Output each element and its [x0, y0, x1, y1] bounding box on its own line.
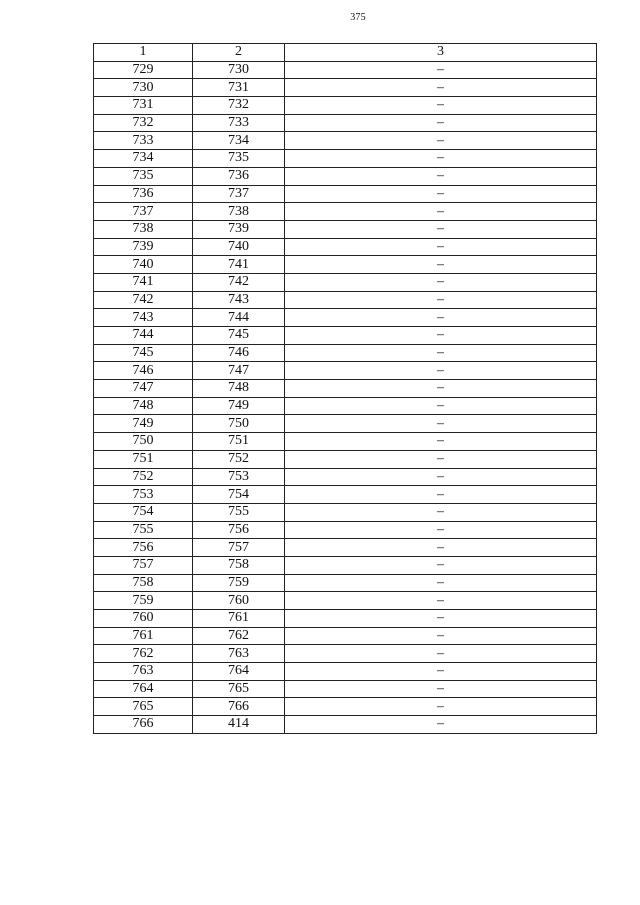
table-cell-col-3: –	[285, 433, 597, 451]
table-cell-col-1: 730	[94, 79, 193, 97]
table-cell-col-3: –	[285, 680, 597, 698]
table-row	[94, 627, 597, 645]
table-cell-col-3: –	[285, 185, 597, 203]
table-row	[94, 680, 597, 698]
table-cell-col-3: –	[285, 556, 597, 574]
table-row	[94, 716, 597, 734]
table-row	[94, 97, 597, 115]
table-cell-col-3: –	[285, 114, 597, 132]
table-cell-col-1: 757	[94, 556, 193, 574]
table-cell-col-2: 739	[193, 220, 285, 238]
table-cell-col-1: 747	[94, 380, 193, 398]
table-body	[94, 61, 597, 733]
table-cell-col-1: 738	[94, 220, 193, 238]
table-cell-col-3: –	[285, 167, 597, 185]
table-cell-col-1: 736	[94, 185, 193, 203]
table-cell-col-2: 730	[193, 61, 285, 79]
table-row	[94, 309, 597, 327]
table-cell-col-3: –	[285, 132, 597, 150]
table-row	[94, 468, 597, 486]
table-cell-col-1: 754	[94, 503, 193, 521]
table-cell-col-3: –	[285, 716, 597, 734]
table-cell-col-2: 765	[193, 680, 285, 698]
table-cell-col-2: 766	[193, 698, 285, 716]
table-row	[94, 344, 597, 362]
table-row	[94, 450, 597, 468]
table-cell-col-3: –	[285, 220, 597, 238]
table-cell-col-2: 731	[193, 79, 285, 97]
table-row	[94, 521, 597, 539]
table-cell-col-1: 744	[94, 327, 193, 345]
table-cell-col-1: 745	[94, 344, 193, 362]
table-cell-col-3: –	[285, 627, 597, 645]
table-cell-col-2: 763	[193, 645, 285, 663]
table-cell-col-1: 762	[94, 645, 193, 663]
table-cell-col-1: 760	[94, 610, 193, 628]
table-row	[94, 556, 597, 574]
table-row	[94, 362, 597, 380]
table-row	[94, 663, 597, 681]
table-row	[94, 114, 597, 132]
table-cell-col-2: 753	[193, 468, 285, 486]
table-cell-col-1: 763	[94, 663, 193, 681]
table-cell-col-2: 734	[193, 132, 285, 150]
table-cell-col-2: 756	[193, 521, 285, 539]
page-number: 375	[350, 12, 366, 23]
table-cell-col-3: –	[285, 468, 597, 486]
table-cell-col-2: 758	[193, 556, 285, 574]
table-cell-col-1: 753	[94, 486, 193, 504]
table-cell-col-3: –	[285, 380, 597, 398]
table-cell-col-2: 750	[193, 415, 285, 433]
table-cell-col-2: 738	[193, 203, 285, 221]
column-header-1: 1	[94, 44, 193, 62]
table-cell-col-1: 742	[94, 291, 193, 309]
table-row	[94, 610, 597, 628]
table-cell-col-2: 744	[193, 309, 285, 327]
table-cell-col-1: 756	[94, 539, 193, 557]
table-cell-col-1: 739	[94, 238, 193, 256]
table-cell-col-3: –	[285, 486, 597, 504]
table-row	[94, 486, 597, 504]
table-cell-col-1: 752	[94, 468, 193, 486]
table-cell-col-1: 759	[94, 592, 193, 610]
table-cell-col-3: –	[285, 592, 597, 610]
table-row	[94, 167, 597, 185]
table-cell-col-3: –	[285, 344, 597, 362]
table-cell-col-2: 754	[193, 486, 285, 504]
table-cell-col-2: 747	[193, 362, 285, 380]
table-cell-col-1: 766	[94, 716, 193, 734]
table-row	[94, 415, 597, 433]
table-row	[94, 220, 597, 238]
table-cell-col-1: 749	[94, 415, 193, 433]
table-cell-col-2: 735	[193, 150, 285, 168]
table-cell-col-2: 743	[193, 291, 285, 309]
table-cell-col-3: –	[285, 238, 597, 256]
table-cell-col-3: –	[285, 256, 597, 274]
table-row	[94, 574, 597, 592]
table-row	[94, 203, 597, 221]
table-row	[94, 150, 597, 168]
data-table	[93, 43, 597, 734]
table-cell-col-3: –	[285, 79, 597, 97]
table-row	[94, 503, 597, 521]
table-cell-col-3: –	[285, 291, 597, 309]
table-cell-col-3: –	[285, 61, 597, 79]
table-cell-col-3: –	[285, 663, 597, 681]
table-cell-col-2: 752	[193, 450, 285, 468]
table-row	[94, 238, 597, 256]
table-cell-col-2: 760	[193, 592, 285, 610]
table-cell-col-1: 748	[94, 397, 193, 415]
table-cell-col-1: 764	[94, 680, 193, 698]
table-cell-col-1: 746	[94, 362, 193, 380]
table-row	[94, 291, 597, 309]
table-cell-col-2: 737	[193, 185, 285, 203]
table-cell-col-1: 743	[94, 309, 193, 327]
table-cell-col-2: 759	[193, 574, 285, 592]
table-row	[94, 185, 597, 203]
table-cell-col-1: 765	[94, 698, 193, 716]
table-cell-col-2: 749	[193, 397, 285, 415]
table-cell-col-2: 761	[193, 610, 285, 628]
table-row	[94, 273, 597, 291]
table-cell-col-2: 732	[193, 97, 285, 115]
table-cell-col-2: 746	[193, 344, 285, 362]
table-row	[94, 433, 597, 451]
table-cell-col-3: –	[285, 415, 597, 433]
table-cell-col-1: 734	[94, 150, 193, 168]
table-cell-col-3: –	[285, 645, 597, 663]
table-cell-col-1: 737	[94, 203, 193, 221]
table-cell-col-2: 762	[193, 627, 285, 645]
table-cell-col-3: –	[285, 450, 597, 468]
table-cell-col-3: –	[285, 539, 597, 557]
table-cell-col-1: 750	[94, 433, 193, 451]
table-cell-col-3: –	[285, 273, 597, 291]
table-cell-col-3: –	[285, 397, 597, 415]
table-cell-col-1: 755	[94, 521, 193, 539]
table-cell-col-1: 758	[94, 574, 193, 592]
table-row	[94, 61, 597, 79]
header-row	[94, 44, 597, 62]
table-cell-col-3: –	[285, 610, 597, 628]
table-cell-col-1: 751	[94, 450, 193, 468]
column-header-2: 2	[193, 44, 285, 62]
table-cell-col-2: 748	[193, 380, 285, 398]
table-cell-col-2: 414	[193, 716, 285, 734]
table-row	[94, 256, 597, 274]
table-row	[94, 645, 597, 663]
table-cell-col-1: 735	[94, 167, 193, 185]
table-cell-col-3: –	[285, 698, 597, 716]
table-cell-col-2: 741	[193, 256, 285, 274]
table-cell-col-1: 740	[94, 256, 193, 274]
table-cell-col-2: 751	[193, 433, 285, 451]
table-cell-col-1: 732	[94, 114, 193, 132]
table-row	[94, 539, 597, 557]
table-cell-col-2: 745	[193, 327, 285, 345]
table-cell-col-1: 731	[94, 97, 193, 115]
table-row	[94, 327, 597, 345]
table-cell-col-3: –	[285, 97, 597, 115]
table-cell-col-2: 740	[193, 238, 285, 256]
table-row	[94, 79, 597, 97]
table-cell-col-2: 757	[193, 539, 285, 557]
table-cell-col-1: 761	[94, 627, 193, 645]
table-row	[94, 380, 597, 398]
column-header-3: 3	[285, 44, 597, 62]
table-row	[94, 132, 597, 150]
table-row	[94, 397, 597, 415]
table-cell-col-3: –	[285, 362, 597, 380]
table-header	[94, 44, 597, 62]
table-cell-col-3: –	[285, 521, 597, 539]
table-cell-col-3: –	[285, 503, 597, 521]
table-cell-col-1: 741	[94, 273, 193, 291]
table-row	[94, 592, 597, 610]
table-cell-col-2: 736	[193, 167, 285, 185]
table-row	[94, 698, 597, 716]
table-cell-col-2: 755	[193, 503, 285, 521]
table-cell-col-3: –	[285, 574, 597, 592]
table-cell-col-1: 733	[94, 132, 193, 150]
table-cell-col-3: –	[285, 203, 597, 221]
table-cell-col-2: 764	[193, 663, 285, 681]
table-cell-col-2: 733	[193, 114, 285, 132]
table-cell-col-3: –	[285, 150, 597, 168]
table-cell-col-3: –	[285, 327, 597, 345]
table-cell-col-1: 729	[94, 61, 193, 79]
table-cell-col-2: 742	[193, 273, 285, 291]
table-cell-col-3: –	[285, 309, 597, 327]
